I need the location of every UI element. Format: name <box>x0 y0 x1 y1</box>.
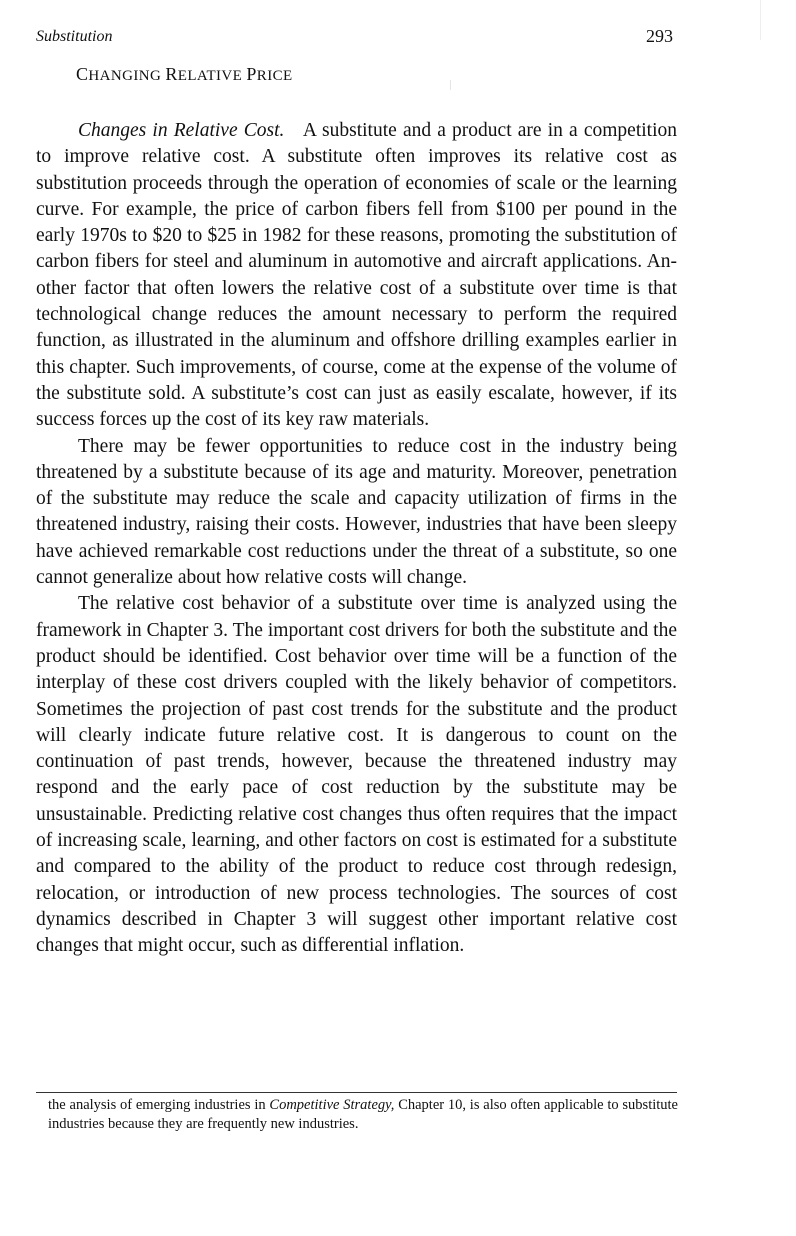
heading-part: RICE <box>256 68 293 84</box>
paragraph-threatened-industry: There may be fewer opportunities to reduce cost in the industry being threatened by a substitute because of its age and maturity. Moreover, penetration of the substitute may reduce the scale and capacity utilization of firms in the threatened industry, raising their costs. However, industries that have been sleepy have achieved remarkable cost reductions under the threat of a substitute, so one cannot generalize about how relative costs will change. <box>36 435 677 589</box>
scan-speck <box>450 80 451 90</box>
heading-part: HANGING <box>88 68 166 84</box>
heading-letter: P <box>246 64 257 84</box>
footnote-text: Chapter 10, is also often applicable to substitute industries because they are frequently new industries. <box>48 1097 678 1132</box>
footnote <box>48 1096 678 1134</box>
heading-letter: R <box>165 64 178 84</box>
page-number: 293 <box>646 26 673 46</box>
paragraph-cost-behavior: The relative cost behavior of a substitute over time is analyzed using the framework in Chapter 3. The important cost drivers for both the substitute and the product should be identified. Cost behavior over time will be a function of the interplay of these cost drivers coupled with the likely behavior of competitors. Sometimes the projection of past cost trends for the substitute and the product will clearly indicate future relative cost. It is dangerous to count on the continuation of past trends, however, because the threatened industry may respond and the early pace of cost reduction by the substitute may be unsustainable. Predicting relative cost changes thus often requires that the impact of increasing scale, learning, and other factors on cost is estimated for a substitute and compared to the ability of the product to reduce cost through redesign, relocation, or introduction of new process technologies. The sources of cost dynamics described in Chapter 3 will suggest other important relative cost changes that might occur, such as differential inflation. <box>36 593 677 957</box>
body-text <box>36 118 677 960</box>
heading-part: ELATIVE <box>177 68 247 84</box>
paragraph-text: A substitute and a product are in a competition to improve relative cost. A substitute often improves its relative cost as substitution proceeds through the operation of economies of scale or the learning curve. For example, the price of carbon fibers fell from $100 per pound in the early 1970s to $20 to $25 in 1982 for these reasons, promoting the substitution of carbon fibers for steel and aluminum in automotive and aircraft applications. Another factor that often lowers the relative cost of a substitute over time is that technological change reduces the amount necessary to perform the required function, as illustrated in the aluminum and offshore drilling examples earlier in this chapter. Such improvements, of course, come at the expense of the volume of the substitute sold. A substitute’s cost can just as easily escalate, however, if its success forces up the cost of its key raw materials. <box>36 120 678 431</box>
footnote-rule <box>36 1092 677 1093</box>
paragraph-relative-cost <box>36 118 677 434</box>
run-in-heading: Changes in Relative Cost. <box>78 120 285 141</box>
running-head: Substitution <box>36 28 113 45</box>
section-heading <box>76 64 293 85</box>
footnote-book-title: Competitive Strategy, <box>269 1097 395 1113</box>
footnote-text: the analysis of emerging industries in <box>48 1097 270 1113</box>
scan-edge-mark <box>760 0 761 40</box>
heading-letter: C <box>76 64 89 84</box>
